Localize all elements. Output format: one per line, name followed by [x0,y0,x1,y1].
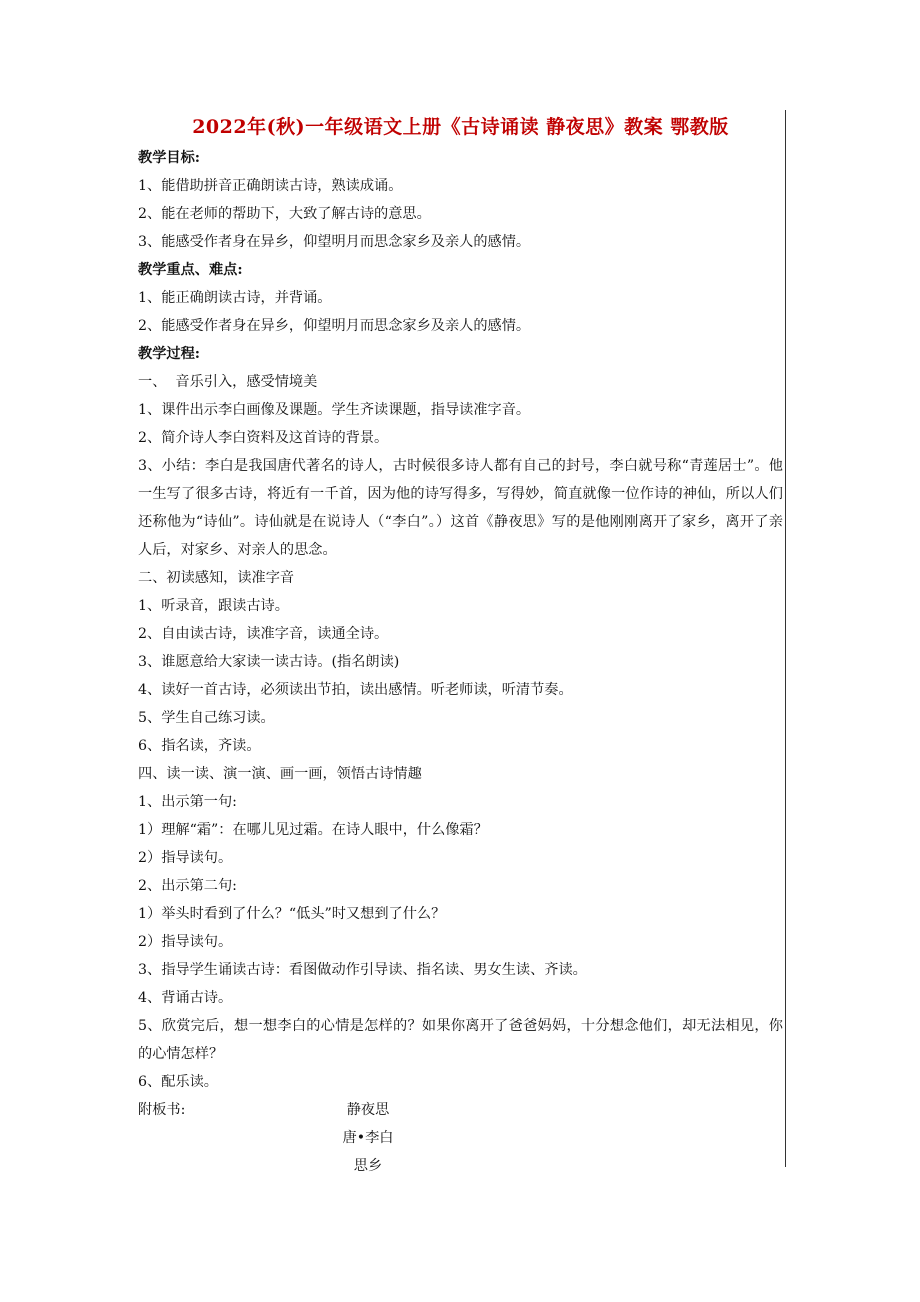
blackboard-outline [138,1096,783,1180]
objectives-heading: 教学目标: [138,150,200,166]
process-item-long: 5、欣赏完后，想一想李白的心情是怎样的？如果你离开了爸爸妈妈，十分想念他们，却无法相见，你的心情怎样？ [138,1018,783,1062]
board-line: 思乡 [353,1158,383,1174]
board-line: 静夜思 [346,1102,390,1118]
process-item: 6、指名读，齐读。 [138,738,261,754]
process-heading: 教学过程: [138,346,200,362]
objective-item: 2、能在老师的帮助下，大致了解古诗的意思。 [138,206,431,222]
process-item: 2）指导读句。 [138,850,233,866]
keypoint-item: 1、能正确朗读古诗，并背诵。 [138,290,332,306]
document-body [138,144,783,1180]
process-item: 6、配乐读。 [138,1074,218,1090]
process-item: 2、自由读古诗，读准字音，读通全诗。 [138,626,389,642]
process-item: 3、指导学生诵读古诗：看图做动作引导读、指名读、男女生读、齐读。 [138,962,587,978]
process-item: 1）理解“霜”：在哪儿见过霜。在诗人眼中，什么像霜？ [138,822,488,838]
keypoints-heading: 教学重点、难点: [138,262,243,278]
section-heading: 二、初读感知，读准字音 [138,570,295,586]
process-item: 2）指导读句。 [138,934,233,950]
process-item: 1、听录音，跟读古诗。 [138,598,289,614]
process-item: 5、学生自己练习读。 [138,710,275,726]
process-item: 4、读好一首古诗，必须读出节拍，读出感情。听老师读，听清节奏。 [138,682,573,698]
process-item: 1、课件出示李白画像及课题。学生齐读课题，指导读准字音。 [138,402,531,418]
keypoint-item: 2、能感受作者身在异乡，仰望明月而思念家乡及亲人的感情。 [138,318,531,334]
objective-item: 3、能感受作者身在异乡，仰望明月而思念家乡及亲人的感情。 [138,234,531,250]
board-line: 唐•李白 [342,1130,394,1146]
page-border-line [785,110,786,1167]
board-label: 附板书: [138,1102,186,1118]
summary-paragraph: 3、小结：李白是我国唐代著名的诗人，古时候很多诗人都有自己的封号，李白就号称“青莲居士”。他一生写了很多古诗，将近有一千首，因为他的诗写得多，写得妙，简直就像一位作诗的神仙，所以人们还称他为“诗仙”。诗仙就是在说诗人（“李白”。）这首《静夜思》写的是他刚刚离开了家乡，离开了亲人后，对家乡、对亲人的思念。 [138,458,783,558]
section-heading: 一、 音乐引入，感受情境美 [138,374,318,390]
process-item: 2、出示第二句: [138,878,237,894]
process-item: 1）举头时看到了什么？“低头”时又想到了什么？ [138,906,446,922]
document-title: 2022年(秋)一年级语文上册《古诗诵读 静夜思》教案 鄂教版 [192,116,729,138]
process-item: 4、背诵古诗。 [138,990,233,1006]
section-heading: 四、读一读、演一演、画一画，领悟古诗情趣 [138,766,422,782]
process-item: 1、出示第一句: [138,794,237,810]
process-item: 2、简介诗人李白资料及这首诗的背景。 [138,430,389,446]
process-item: 3、谁愿意给大家读一读古诗。(指名朗读) [138,654,400,670]
objective-item: 1、能借助拼音正确朗读古诗，熟读成诵。 [138,178,403,194]
